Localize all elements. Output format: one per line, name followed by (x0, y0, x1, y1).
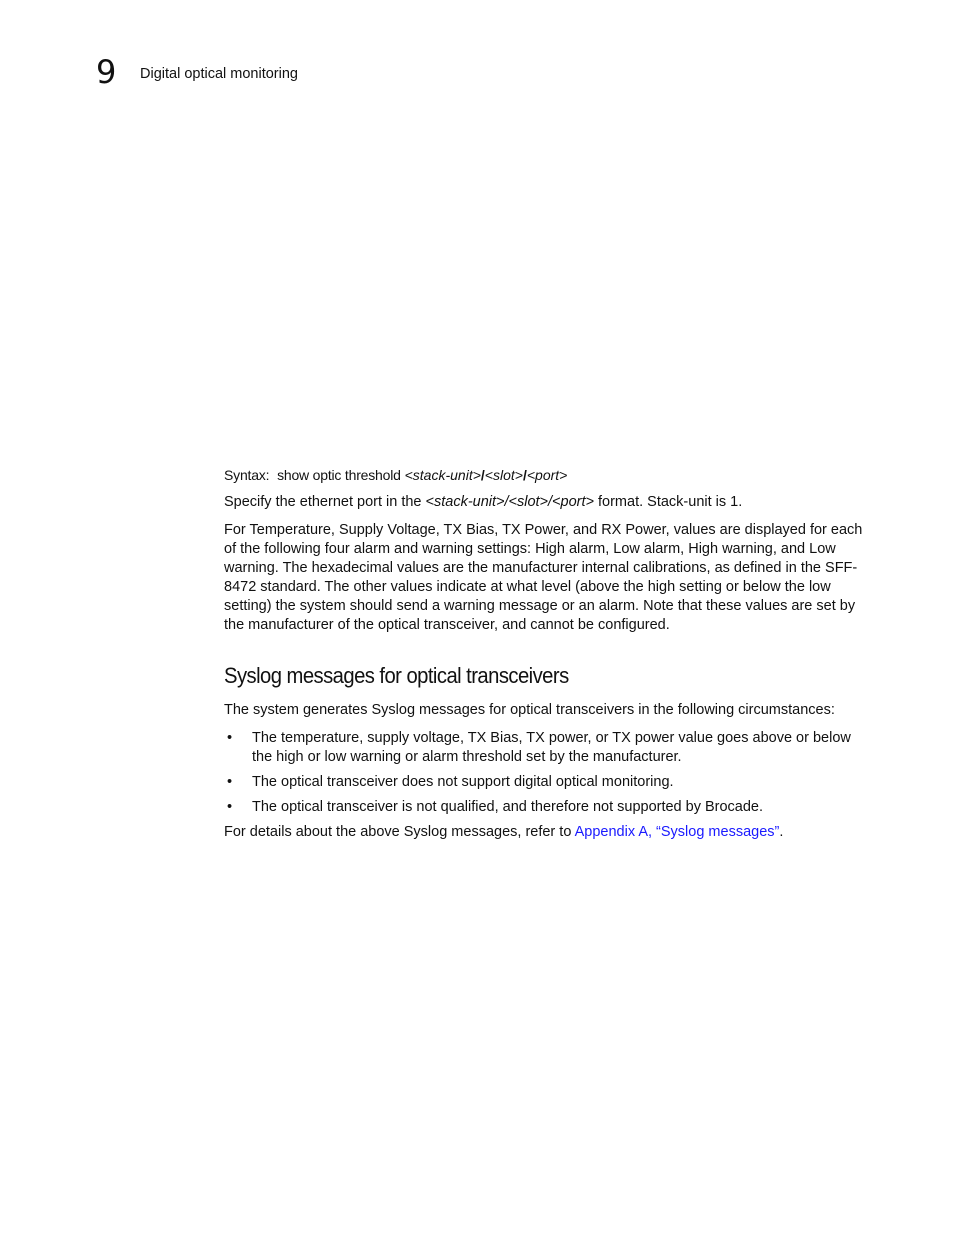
bullet-icon: • (227, 730, 233, 746)
syntax-arg-port: port (535, 467, 560, 483)
section-intro: The system generates Syslog messages for optical transceivers in the following circumstances: (224, 702, 835, 718)
circumstance-list (224, 729, 874, 817)
list-item (224, 773, 874, 792)
chapter-number: 9 (96, 53, 117, 91)
page-content (224, 466, 874, 851)
port-format-pre: Specify the ethernet port in the (224, 494, 426, 510)
list-item (224, 798, 874, 817)
details-paragraph (224, 823, 874, 842)
port-format-paragraph (224, 493, 874, 512)
syntax-lt-1: < (404, 467, 413, 483)
list-item (224, 729, 874, 767)
syntax-label: Syntax: (224, 467, 270, 483)
syntax-arg-slot: slot (492, 467, 515, 483)
values-description-paragraph: For Temperature, Supply Voltage, TX Bias, TX Power, and RX Power, values are displayed for each of the following four alarm and warning settings: High alarm, Low alarm, High warning, and Low warning. The hexadecimal values are the manufacturer internal calibrations, as defined in the SFF-8472 standard. The other values indicate at what level (above the high setting or below the low setting) the system should send a warning message or an alarm. Note that these values are set by the manufacturer of the optical transceiver, and cannot be configured. (224, 522, 863, 633)
syntax-gt-2: > (514, 467, 523, 483)
running-title: Digital optical monitoring (140, 66, 298, 82)
appendix-link[interactable]: Appendix A, “Syslog messages” (574, 824, 780, 840)
details-post: . (779, 824, 784, 840)
syntax-command: show optic threshold (277, 467, 401, 483)
syntax-gt-3: > (559, 467, 568, 483)
bullet-icon: • (227, 799, 233, 815)
port-format-post: format. Stack-unit is 1. (593, 494, 743, 510)
section-heading: Syslog messages for optical transceivers (224, 663, 569, 688)
list-item-text: The temperature, supply voltage, TX Bias, TX power, or TX power value goes above or below the high or low warning or alarm threshold set by the manufacturer. (252, 730, 851, 765)
bullet-icon: • (227, 774, 233, 790)
syntax-separator-2: / (522, 467, 527, 483)
details-pre: For details about the above Syslog messages, refer to (224, 824, 575, 840)
syntax-line (224, 466, 874, 485)
list-item-text: The optical transceiver does not support digital optical monitoring. (252, 774, 674, 790)
syntax-arg-stack-unit: stack-unit (412, 467, 473, 483)
syntax-lt-2: < (484, 467, 493, 483)
list-item-text: The optical transceiver is not qualified, and therefore not supported by Brocade. (252, 799, 764, 815)
syntax-lt-3: < (526, 467, 536, 483)
syntax-gt-1: > (472, 467, 481, 483)
syntax-separator-1: / (480, 467, 485, 483)
port-format-italic: <stack-unit>/<slot>/<port> (425, 494, 594, 510)
